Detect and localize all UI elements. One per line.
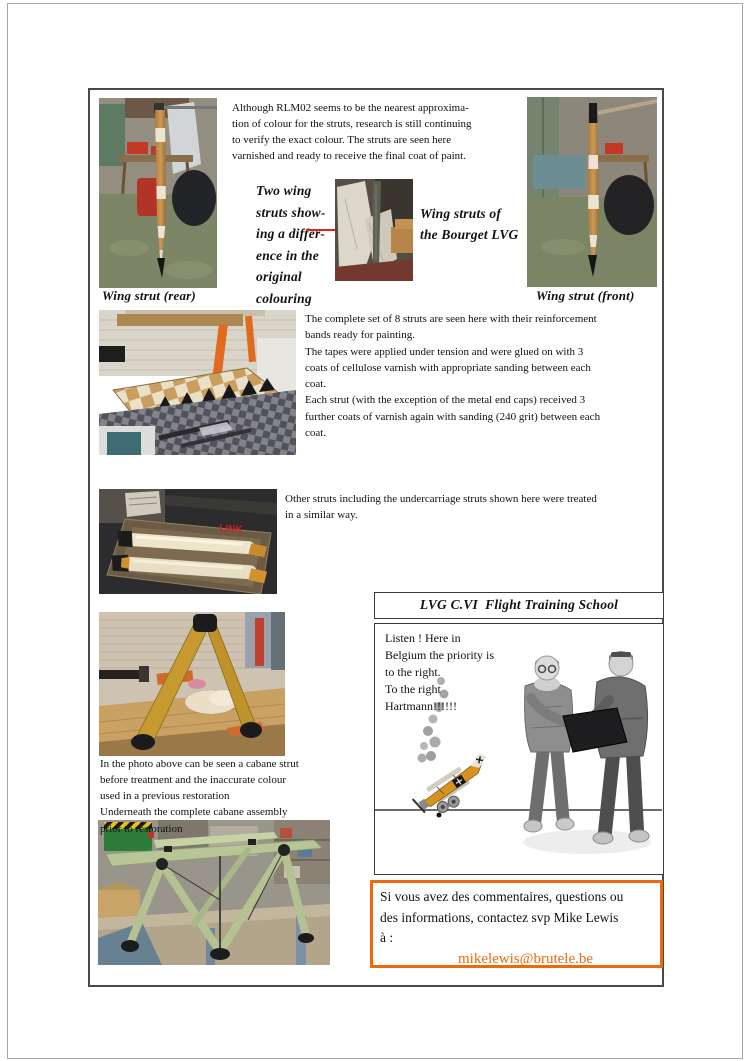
contact-text — [380, 887, 653, 949]
flight-school-cartoon-box — [374, 623, 664, 875]
caption-wing-strut-front: Wing strut (front) — [536, 288, 635, 303]
black-bag — [172, 170, 216, 226]
caption-line: ence in the — [256, 247, 319, 263]
apex-fitting — [193, 614, 217, 632]
struts-line: The tapes were applied under tension and were glued on with 3 — [305, 345, 584, 358]
photo-eight-struts — [99, 310, 296, 455]
photo-cabane-strut — [99, 612, 285, 756]
email-row — [380, 950, 653, 968]
contact-line: Si vous avez des commentaires, questions ou — [380, 889, 624, 904]
other-struts-text — [285, 491, 597, 523]
struts-line: coat. — [305, 378, 327, 391]
speech-line: Belgium the priority is — [385, 648, 494, 662]
caption-line: Wing struts of — [420, 206, 502, 221]
cabane-text — [100, 756, 299, 820]
struts-line: coats of cellulose varnish with appropriate sanding between each — [305, 361, 591, 374]
caption-wing-strut-rear: Wing strut (rear) — [102, 288, 196, 303]
struts-line: The complete set of 8 struts are seen here with their reinforcement — [305, 313, 597, 325]
caption-line: the Bourget LVG — [420, 227, 519, 242]
speech-line: Hartmann!!!!!! — [385, 699, 457, 713]
struts-text — [305, 311, 600, 441]
struts-line: Each strut (with the exception of the metal end caps) received 3 — [305, 394, 586, 407]
cabane-overlay-line: prior to restoration — [100, 823, 183, 835]
intro-line: to verify the exact colour. The struts are seen here — [232, 134, 452, 146]
intro-line: tion of colour for the struts, research is still continuing — [232, 118, 472, 130]
content-frame — [88, 88, 664, 987]
black-bag — [604, 175, 654, 235]
contact-line: des informations, contactez svp Mike Lewis — [380, 909, 619, 925]
tray-label: LINK — [218, 523, 243, 536]
caption-bourget — [420, 203, 519, 245]
contact-line: à : — [380, 930, 394, 945]
speech-line: Listen ! Here in — [385, 631, 461, 645]
other-struts-line: Other struts including the undercarriage struts shown here were treated — [285, 493, 597, 505]
photo-wing-strut-rear — [99, 98, 217, 288]
flight-school-title-box — [374, 592, 664, 619]
contact-box — [370, 880, 663, 968]
cabane-line: used in a previous restoration — [100, 790, 230, 802]
speech-line: to the right. — [385, 665, 441, 679]
photo-wing-strut-front — [527, 97, 657, 287]
lvg-biplane-cartoon — [412, 751, 501, 824]
caption-line: ing a differ- — [256, 226, 326, 241]
caption-line: Two wing — [256, 183, 312, 198]
other-struts-line: in a similar way. — [285, 509, 358, 521]
intro-line: varnished and ready to receive the final coat of paint. — [232, 150, 466, 162]
intro-line: Although RLM02 seems to be the nearest approxima- — [232, 102, 469, 114]
cabane-line: Underneath the complete cabane assembly — [100, 806, 288, 818]
cabane-line: before treatment and the inaccurate colour — [100, 774, 286, 786]
photo-cabane-assembly — [98, 820, 330, 965]
pilots-sketch — [523, 651, 651, 854]
caption-line: original — [256, 269, 302, 284]
caption-line: struts show- — [256, 204, 326, 220]
struts-line: further coats of varnish again with sanding (240 grit) between each — [305, 410, 601, 423]
photo-undercarriage-struts — [99, 489, 277, 594]
contact-email-link[interactable]: mikelewis@brutele.be — [457, 950, 594, 967]
intro-text — [232, 100, 472, 164]
flight-school-title: LVG C.VI Flight Training School — [419, 597, 619, 612]
caption-two-struts — [256, 180, 326, 309]
speech-line: To the right — [385, 682, 441, 696]
caption-line: colouring — [256, 290, 312, 306]
speech-text — [385, 630, 494, 715]
struts-line: coat. — [305, 427, 327, 440]
struts-line: bands ready for painting. — [305, 329, 415, 342]
photo-two-struts — [335, 179, 413, 281]
cabane-line: In the photo above can be seen a cabane strut — [100, 758, 299, 770]
cardboard-box — [98, 890, 140, 920]
